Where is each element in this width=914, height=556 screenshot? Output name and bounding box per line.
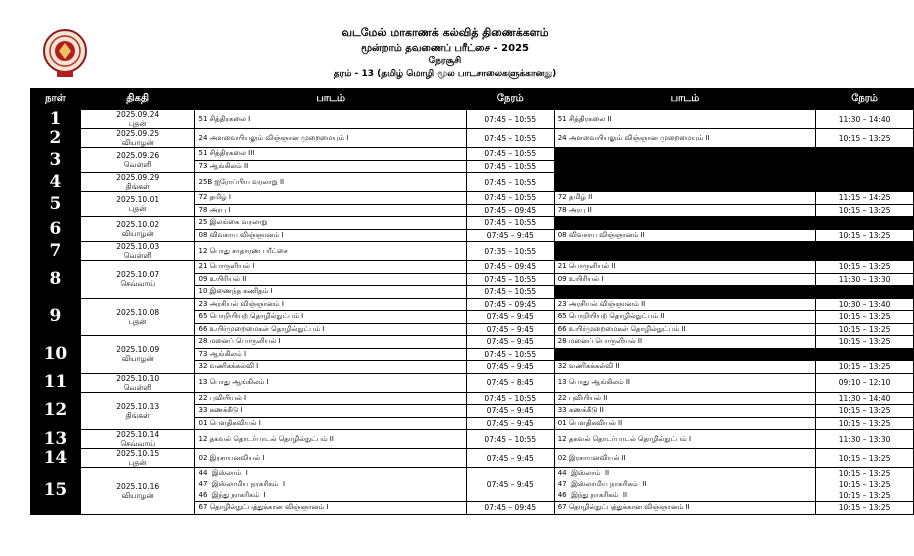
morning-subject: 25 இலங்கை வரலாறு bbox=[195, 217, 466, 230]
blocked-cell bbox=[554, 348, 913, 361]
exam-date-cell bbox=[80, 173, 195, 192]
exam-date-cell bbox=[80, 430, 195, 449]
afternoon-subject: 09 உயிரியல் I bbox=[554, 273, 815, 286]
morning-subject: 72 தமிழ் I bbox=[195, 192, 466, 205]
table-row bbox=[31, 298, 914, 311]
morning-subject: 13 பொது ஆங்கிலம் I bbox=[195, 373, 466, 392]
afternoon-subject: 65 பொறியியற் தொழில்நுட்பம் II bbox=[554, 311, 815, 324]
morning-subject: 44 இஸ்லாம் I 47 இஸ்லாமிய நாகரிகம் I 46 இந்து நாகரிகம் I bbox=[195, 468, 466, 502]
morning-time: 07:45 – 10:55 bbox=[466, 160, 554, 173]
morning-time: 07:45 – 9:45 bbox=[466, 323, 554, 336]
day-number: 8 bbox=[31, 261, 81, 299]
morning-time: 07:45 – 10:55 bbox=[466, 430, 554, 449]
afternoon-subject: 02 இரசாயனவியல் II bbox=[554, 449, 815, 468]
exam-date-cell bbox=[80, 468, 195, 515]
afternoon-subject: 21 பொருளியல் II bbox=[554, 261, 815, 274]
table-row bbox=[31, 392, 914, 405]
weekday: செவ்வாய் bbox=[120, 279, 156, 289]
day-number: 3 bbox=[31, 148, 81, 173]
morning-subject: 22 புவியியல் I bbox=[195, 392, 466, 405]
morning-time: 07:45 – 9:45 bbox=[466, 417, 554, 430]
page-header bbox=[0, 0, 914, 88]
morning-time: 07:45 – 9:45 bbox=[466, 311, 554, 324]
afternoon-time: 11:30 – 13:30 bbox=[816, 430, 914, 449]
afternoon-time: 11:30 – 13:30 bbox=[816, 273, 914, 286]
exam-date-cell bbox=[80, 373, 195, 392]
morning-time: 07:45 – 10:55 bbox=[466, 192, 554, 205]
exam-date-cell bbox=[80, 242, 195, 261]
morning-time: 07:45 – 10:55 bbox=[466, 217, 554, 230]
morning-subject: 25B ஐரோப்பிய வரலாறு II bbox=[195, 173, 466, 192]
exam-date-cell bbox=[80, 392, 195, 430]
day-number: 9 bbox=[31, 298, 81, 336]
table-row bbox=[31, 430, 914, 449]
day-number: 15 bbox=[31, 468, 81, 515]
exam-date-cell bbox=[80, 110, 195, 129]
afternoon-time: 11:15 – 14:25 bbox=[816, 192, 914, 205]
morning-subject: 33 கணக்கீடு I bbox=[195, 405, 466, 418]
morning-subject: 24 அளவையியலும் விஞ்ஞான முறைமையும் I bbox=[195, 129, 466, 148]
morning-subject: 32 வணிகக்கல்வி I bbox=[195, 361, 466, 374]
exam-date: 2025.10.16 bbox=[116, 481, 160, 491]
column-header-day: நாள் bbox=[31, 89, 81, 110]
afternoon-subject: 28 மனைப் பொருளியல் II bbox=[554, 336, 815, 349]
weekday: வெள்ளி bbox=[123, 160, 152, 169]
exam-date-cell bbox=[80, 336, 195, 374]
morning-time: 07:45 – 09:45 bbox=[466, 502, 554, 515]
afternoon-time: 10:15 – 13:25 bbox=[816, 449, 914, 468]
morning-subject: 66 உயிர்முறைமைகள் தொழில்நுட்பம் I bbox=[195, 323, 466, 336]
morning-subject: 21 பொருளியல் I bbox=[195, 261, 466, 274]
afternoon-subject: 66 உயிர்முறைமைகள் தொழில்நுட்பம் II bbox=[554, 323, 815, 336]
exam-title: மூன்றாம் தவணைப் பரீட்சை - 2025 bbox=[360, 43, 530, 54]
morning-subject: 09 உயிரியல் II bbox=[195, 273, 466, 286]
morning-time: 07:45 – 9:45 bbox=[466, 405, 554, 418]
morning-time: 07:45 – 9:45 bbox=[466, 468, 554, 502]
day-number: 1 bbox=[31, 110, 81, 129]
table-row bbox=[31, 192, 914, 205]
day-number: 7 bbox=[31, 242, 81, 261]
morning-subject: 10 இணைந்த கணிதம் I bbox=[195, 286, 466, 299]
morning-subject: 02 இரசாயனவியல் I bbox=[195, 449, 466, 468]
blocked-cell bbox=[554, 148, 913, 161]
morning-subject: 51 சித்திரகலை III bbox=[195, 148, 466, 161]
timetable-label: நேரசூசி bbox=[428, 56, 462, 66]
exam-date: 2025.10.10 bbox=[116, 373, 160, 383]
morning-subject: 08 விவசாய விஞ்ஞானம் I bbox=[195, 229, 466, 242]
day-number: 10 bbox=[31, 336, 81, 374]
morning-time: 07:45 – 9:45 bbox=[466, 336, 554, 349]
table-row bbox=[31, 336, 914, 349]
morning-time: 07:45 – 09:45 bbox=[466, 298, 554, 311]
day-number: 14 bbox=[31, 449, 81, 468]
afternoon-time: 10:15 – 13:25 bbox=[816, 129, 914, 148]
exam-date: 2025.09.24 bbox=[116, 110, 160, 119]
afternoon-subject: 67 தொழில்நுட்பத்துக்கான விஞ்ஞானம் II bbox=[554, 502, 815, 515]
afternoon-subject: 24 அளவையியலும் விஞ்ஞான முறைமையும் II bbox=[554, 129, 815, 148]
exam-date: 2025.10.14 bbox=[116, 430, 160, 439]
afternoon-subject: 44 இஸ்லாம் II 47 இஸ்லாமிய நாகரிகம் II 46 இந்து நாகரிகம் II bbox=[554, 468, 815, 502]
afternoon-subject: 13 பொது ஆங்கிலம் II bbox=[554, 373, 815, 392]
day-number: 5 bbox=[31, 192, 81, 217]
blocked-cell bbox=[554, 217, 913, 230]
morning-time: 07:45 – 9:45 bbox=[466, 229, 554, 242]
crest-logo-icon bbox=[42, 27, 88, 79]
exam-date: 2025.10.13 bbox=[116, 401, 160, 411]
afternoon-subject: 23 அரசியல் விஞ்ஞானம் II bbox=[554, 298, 815, 311]
morning-subject: 67 தொழில்நுட்பத்துக்கான விஞ்ஞானம் I bbox=[195, 502, 466, 515]
morning-time: 07:45 – 10:55 bbox=[466, 129, 554, 148]
exam-date: 2025.10.08 bbox=[116, 307, 160, 317]
afternoon-time: 10:30 – 13:40 bbox=[816, 298, 914, 311]
exam-date: 2025.10.03 bbox=[116, 242, 160, 251]
exam-date-cell bbox=[80, 449, 195, 468]
weekday: புதன் bbox=[128, 316, 147, 326]
afternoon-time: 10:15 – 13:25 bbox=[816, 405, 914, 418]
morning-subject: 12 தகவல் தொடர்பாடல் தொழில்நுட்பம் II bbox=[195, 430, 466, 449]
column-header-subject-morning: பாடம் bbox=[195, 89, 466, 110]
morning-subject: 78 அரபு I bbox=[195, 204, 466, 217]
morning-subject: 51 சித்திரகலை I bbox=[195, 110, 466, 129]
weekday: செவ்வாய் bbox=[120, 439, 156, 448]
afternoon-time: 09:10 – 12:10 bbox=[816, 373, 914, 392]
morning-time: 07:45 – 10:55 bbox=[466, 273, 554, 286]
column-header-subject-afternoon: பாடம் bbox=[554, 89, 815, 110]
afternoon-time: 10:15 – 13:25 bbox=[816, 311, 914, 324]
afternoon-subject: 32 வணிகக்கல்வி II bbox=[554, 361, 815, 374]
table-header-row bbox=[31, 89, 914, 110]
afternoon-subject: 22 புவியியல் II bbox=[554, 392, 815, 405]
afternoon-subject: 12 தகவல் தொடர்பாடல் தொழில்நுட்பம் I bbox=[554, 430, 815, 449]
weekday: திங்கள் bbox=[125, 182, 150, 191]
morning-subject: 12 பொது சாதாரண பரீட்சை bbox=[195, 242, 466, 261]
exam-date-cell bbox=[80, 261, 195, 299]
blocked-cell bbox=[554, 173, 913, 192]
exam-date-cell bbox=[80, 298, 195, 336]
morning-subject: 65 பொறியியற் தொழில்நுட்பம் I bbox=[195, 311, 466, 324]
morning-time: 07:45 – 10:55 bbox=[466, 148, 554, 161]
weekday: வெள்ளி bbox=[123, 251, 152, 260]
table-row bbox=[31, 217, 914, 230]
day-number: 4 bbox=[31, 173, 81, 192]
morning-time: 07:45 – 10:55 bbox=[466, 348, 554, 361]
day-number: 11 bbox=[31, 373, 81, 392]
weekday: புதன் bbox=[128, 458, 147, 467]
table-row bbox=[31, 468, 914, 502]
afternoon-time: 11:30 – 14:40 bbox=[816, 392, 914, 405]
day-number: 13 bbox=[31, 430, 81, 449]
afternoon-subject: 33 கணக்கீடு II bbox=[554, 405, 815, 418]
table-row bbox=[31, 110, 914, 129]
exam-date: 2025.10.01 bbox=[116, 195, 160, 204]
afternoon-subject: 51 சித்திரகலை II bbox=[554, 110, 815, 129]
morning-subject: 28 மனைப் பொருளியல் I bbox=[195, 336, 466, 349]
day-number: 12 bbox=[31, 392, 81, 430]
table-row bbox=[31, 173, 914, 192]
column-header-time-morning: நேரம் bbox=[466, 89, 554, 110]
afternoon-subject: 08 விவசாய விஞ்ஞானம் II bbox=[554, 229, 815, 242]
exam-date-cell bbox=[80, 217, 195, 242]
afternoon-time: 10:15 – 13:25 bbox=[816, 361, 914, 374]
blocked-cell bbox=[554, 286, 913, 299]
afternoon-time: 10:15 – 13:25 bbox=[816, 323, 914, 336]
table-row bbox=[31, 261, 914, 274]
exam-date-cell bbox=[80, 192, 195, 217]
weekday: வியாழன் bbox=[121, 354, 154, 364]
weekday: திங்கள் bbox=[125, 410, 150, 420]
exam-date: 2025.10.07 bbox=[116, 270, 160, 280]
blocked-cell bbox=[554, 242, 913, 261]
morning-time: 07:45 – 10:55 bbox=[466, 392, 554, 405]
afternoon-time: 10:15 – 13:25 bbox=[816, 417, 914, 430]
table-row bbox=[31, 129, 914, 148]
afternoon-time: 11:30 – 14:40 bbox=[816, 110, 914, 129]
afternoon-subject: 78 அரபு II bbox=[554, 204, 815, 217]
weekday: வியாழன் bbox=[121, 229, 154, 238]
afternoon-time: 10:15 – 13:25 10:15 – 13:25 10:15 – 13:25 bbox=[816, 468, 914, 502]
morning-time: 07:35 – 10:55 bbox=[466, 242, 554, 261]
afternoon-time: 10:15 – 13:25 bbox=[816, 261, 914, 274]
morning-time: 07:45 – 10:55 bbox=[466, 173, 554, 192]
table-row bbox=[31, 148, 914, 161]
morning-time: 07:45 – 09:45 bbox=[466, 261, 554, 274]
exam-date-cell bbox=[80, 148, 195, 173]
grade-label: தரம் - 13 (தமிழ் மொழி மூல பாடசாலைகளுக்கானது) bbox=[333, 69, 557, 79]
weekday: வெள்ளி bbox=[123, 382, 152, 392]
morning-subject: 73 ஆங்கிலம் II bbox=[195, 160, 466, 173]
morning-time: 07:45 – 10:55 bbox=[466, 110, 554, 129]
department-title: வடமேல் மாகாணக் கல்வித் திணைக்களம் bbox=[341, 26, 549, 39]
weekday: வியாழன் bbox=[121, 138, 154, 147]
timetable-body bbox=[31, 110, 914, 515]
table-row bbox=[31, 242, 914, 261]
morning-time: 07:45 – 9:45 bbox=[466, 449, 554, 468]
exam-timetable bbox=[30, 88, 914, 515]
afternoon-time: 10:15 – 13:25 bbox=[816, 502, 914, 515]
blocked-cell bbox=[554, 160, 913, 173]
column-header-time-afternoon: நேரம் bbox=[816, 89, 914, 110]
afternoon-subject: 72 தமிழ் II bbox=[554, 192, 815, 205]
column-header-date: திகதி bbox=[80, 89, 195, 110]
morning-time: 07:45 – 09:45 bbox=[466, 204, 554, 217]
table-row bbox=[31, 373, 914, 392]
afternoon-time: 10:15 – 13:25 bbox=[816, 204, 914, 217]
morning-time: 07:45 – 8:45 bbox=[466, 373, 554, 392]
exam-date: 2025.10.15 bbox=[116, 449, 160, 458]
afternoon-subject: 01 பௌதிகவியல் II bbox=[554, 417, 815, 430]
exam-date: 2025.09.25 bbox=[116, 129, 160, 138]
exam-date-cell bbox=[80, 129, 195, 148]
weekday: வியாழன் bbox=[121, 490, 154, 500]
day-number: 2 bbox=[31, 129, 81, 148]
morning-time: 07:45 – 9:45 bbox=[466, 361, 554, 374]
exam-date: 2025.09.29 bbox=[116, 173, 160, 182]
morning-subject: 23 அரசியல் விஞ்ஞானம் I bbox=[195, 298, 466, 311]
exam-date: 2025.10.02 bbox=[116, 220, 160, 229]
exam-date: 2025.10.09 bbox=[116, 345, 160, 355]
morning-subject: 01 பௌதிகவியல் I bbox=[195, 417, 466, 430]
table-row bbox=[31, 449, 914, 468]
day-number: 6 bbox=[31, 217, 81, 242]
exam-date: 2025.09.26 bbox=[116, 151, 160, 160]
morning-time: 07:45 – 10:55 bbox=[466, 286, 554, 299]
morning-subject: 73 ஆங்கிலம் I bbox=[195, 348, 466, 361]
afternoon-time: 10:15 – 13:25 bbox=[816, 336, 914, 349]
afternoon-time: 10:15 – 13:25 bbox=[816, 229, 914, 242]
weekday: புதன் bbox=[128, 204, 147, 213]
weekday: புதன் bbox=[128, 119, 147, 128]
